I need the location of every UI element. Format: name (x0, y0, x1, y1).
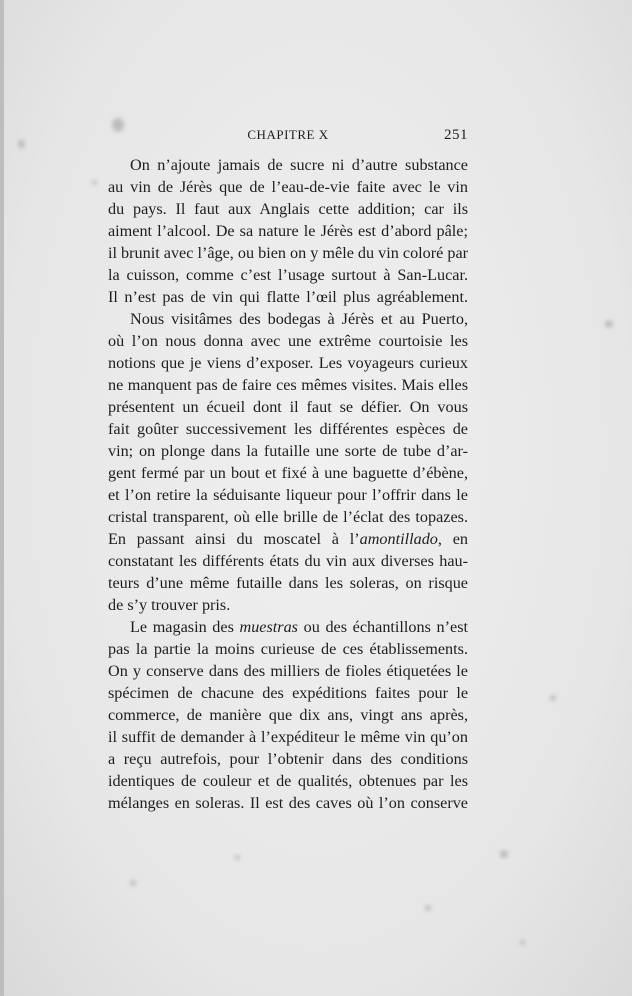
text-segment: On y conserve dans des milliers de fioles étiquetées le (108, 662, 468, 680)
stain (520, 940, 525, 945)
stain (130, 880, 136, 886)
text-segment: vin; on plonge dans la futaille une sorte de tube d’ar- (108, 442, 468, 460)
body-text (108, 154, 468, 814)
running-header (108, 127, 468, 147)
text-segment: la cuisson, comme c’est l’usage surtout à San-Lucar. (108, 266, 468, 284)
text-segment: , en (437, 530, 468, 548)
text-line (108, 792, 468, 814)
text-line (108, 264, 468, 286)
text-line (108, 616, 468, 638)
stain (500, 850, 508, 858)
text-line (108, 748, 468, 770)
text-segment: Le magasin des (130, 618, 240, 636)
text-line (108, 286, 468, 308)
stain (92, 180, 97, 185)
text-segment: Il n’est pas de vin qui flatte l’œil plus agréablement. (108, 288, 468, 306)
text-segment: présentent un écueil dont il faut se défier. On vous (108, 398, 468, 416)
text-segment: a reçu autrefois, pour l’obtenir dans des conditions (108, 750, 468, 768)
text-segment: aiment l’alcool. De sa nature le Jérès est d’abord pâle; (108, 222, 468, 240)
stain (550, 695, 556, 701)
text-segment: gent fermé par un bout et fixé à une baguette d’ébène, (108, 464, 468, 482)
text-line (108, 682, 468, 704)
text-line (108, 308, 468, 330)
text-segment: identiques de couleur et de qualités, obtenues par les (108, 772, 468, 790)
italic-term: amontillado (359, 530, 438, 548)
text-segment: Nous visitâmes des bodegas à Jérès et au Puerto, (130, 310, 468, 328)
text-segment: au vin de Jérès que de l’eau-de-vie faite avec le vin (108, 178, 468, 196)
text-line (108, 638, 468, 660)
text-line (108, 396, 468, 418)
text-line (108, 506, 468, 528)
text-line (108, 660, 468, 682)
text-line (108, 550, 468, 572)
text-segment: En passant ainsi du moscatel à l’ (108, 530, 360, 548)
text-segment: du pays. Il faut aux Anglais cette addition; car ils (108, 200, 468, 218)
text-line (108, 176, 468, 198)
stain (425, 905, 431, 911)
italic-term: muestras (239, 618, 298, 636)
text-line (108, 374, 468, 396)
text-segment: il suffit de demander à l’expéditeur le même vin qu’on (108, 728, 468, 746)
text-segment: commerce, de manière que dix ans, vingt ans après, (108, 706, 468, 724)
text-line (108, 418, 468, 440)
text-line (108, 220, 468, 242)
text-line (108, 726, 468, 748)
text-segment: de s’y trouver pris. (108, 596, 231, 614)
text-segment: On n’ajoute jamais de sucre ni d’autre substance (130, 156, 468, 174)
text-line (108, 242, 468, 264)
chapter-title: CHAPITRE X (247, 127, 329, 142)
text-segment: fait goûter successivement les différentes espèces de (108, 420, 468, 438)
text-segment: constatant les différents états du vin aux diverses hau- (108, 552, 468, 570)
text-segment: cristal transparent, où elle brille de l’éclat des topazes. (108, 508, 468, 526)
text-line (108, 352, 468, 374)
text-segment: et l’on retire la séduisante liqueur pour l’offrir dans le (108, 486, 468, 504)
stain (605, 320, 613, 328)
text-line (108, 462, 468, 484)
text-segment: ou des échantillons n’est (297, 618, 468, 636)
text-segment: ne manquent pas de faire ces mêmes visites. Mais elles (108, 376, 468, 394)
text-segment: où l’on nous donna avec une extrême courtoisie les (108, 332, 468, 350)
text-line (108, 594, 468, 616)
page-edge-shadow (0, 0, 4, 996)
text-line (108, 440, 468, 462)
text-segment: teurs d’une même futaille dans les soleras, on risque (108, 574, 468, 592)
text-segment: pas la partie la moins curieuse de ces établissements. (108, 640, 468, 658)
text-segment: mélanges en soleras. Il est des caves où l’on conserve (108, 794, 468, 812)
text-line (108, 484, 468, 506)
page-number: 251 (444, 127, 468, 143)
text-line (108, 770, 468, 792)
text-line (108, 572, 468, 594)
text-line (108, 330, 468, 352)
text-line (108, 528, 468, 550)
stain (235, 855, 240, 860)
text-segment: notions que je viens d’exposer. Les voyageurs curieux (108, 354, 468, 372)
text-line (108, 154, 468, 176)
text-segment: spécimen de chacune des expéditions faites pour le (108, 684, 468, 702)
text-segment: il brunit avec l’âge, ou bien on y mêle du vin coloré par (108, 244, 469, 262)
text-line (108, 704, 468, 726)
text-line (108, 198, 468, 220)
stain (18, 140, 25, 148)
